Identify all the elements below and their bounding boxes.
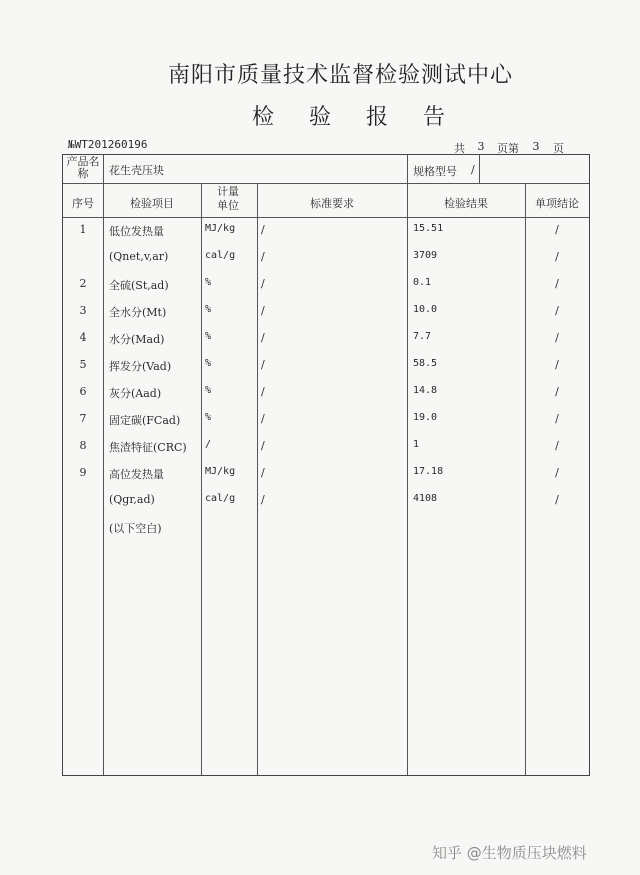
cell-conclusion: / — [555, 412, 559, 425]
cell-unit: % — [205, 385, 212, 396]
col-header-no: 序号 — [72, 197, 94, 210]
product-name-label: 产品名称 — [66, 155, 100, 180]
cell-item: 灰分(Aad) — [109, 387, 162, 400]
cell-no: 7 — [79, 412, 87, 425]
cell-item: (Qgr,ad) — [109, 493, 155, 506]
cell-result: 7.7 — [413, 331, 432, 342]
cell-conclusion: / — [555, 466, 559, 479]
cell-conclusion: / — [555, 358, 559, 371]
cell-item: 全水分(Mt) — [109, 306, 167, 319]
cell-conclusion: / — [555, 439, 559, 452]
col-header-conclusion: 单项结论 — [535, 197, 579, 210]
cell-unit: MJ/kg — [205, 223, 236, 234]
col-header-unit: 计量单位 — [217, 185, 239, 212]
cell-item: 焦渣特征(CRC) — [109, 441, 187, 454]
pages-mid: 页第 — [497, 142, 519, 155]
cell-item: 全硫(St,ad) — [109, 279, 169, 292]
cell-result: 0.1 — [413, 277, 432, 288]
row-divider — [63, 217, 589, 218]
cell-conclusion: / — [555, 331, 559, 344]
organization-name: 南阳市质量技术监督检验测试中心 — [168, 63, 514, 88]
cell-standard: / — [261, 385, 265, 398]
pages-current: 3 — [532, 140, 540, 153]
col-divider — [201, 183, 202, 775]
cell-standard: / — [261, 250, 265, 263]
cell-standard: / — [261, 493, 265, 506]
spec-value: / — [471, 163, 475, 176]
cell-standard: / — [261, 439, 265, 452]
cell-result: 58.5 — [413, 358, 438, 369]
col-divider — [103, 183, 104, 775]
spec-label: 规格型号 — [413, 165, 457, 178]
cell-result: 14.8 — [413, 385, 438, 396]
cell-unit: MJ/kg — [205, 466, 236, 477]
col-header-result: 检验结果 — [444, 197, 488, 210]
cell-result: 3709 — [413, 250, 438, 261]
document-number: №WT201260196 — [68, 138, 148, 151]
cell-conclusion: / — [555, 493, 559, 506]
pages-suffix: 页 — [553, 142, 564, 155]
cell-conclusion: / — [555, 250, 559, 263]
cell-item: 固定碳(FCad) — [109, 414, 181, 427]
cell-standard: / — [261, 466, 265, 479]
cell-conclusion: / — [555, 223, 559, 236]
cell-conclusion: / — [555, 304, 559, 317]
cell-no: 4 — [79, 331, 87, 344]
cell-result: 10.0 — [413, 304, 438, 315]
cell-no: 9 — [79, 466, 87, 479]
cell-unit: cal/g — [205, 493, 236, 504]
cell-item: (以下空白) — [109, 522, 162, 535]
col-divider — [479, 155, 480, 183]
cell-no: 8 — [79, 439, 87, 452]
cell-standard: / — [261, 304, 265, 317]
col-divider — [103, 155, 104, 183]
cell-conclusion: / — [555, 385, 559, 398]
cell-unit: % — [205, 412, 212, 423]
cell-standard: / — [261, 331, 265, 344]
cell-unit: cal/g — [205, 250, 236, 261]
cell-result: 19.0 — [413, 412, 438, 423]
cell-item: 高位发热量 — [109, 468, 164, 481]
cell-unit: % — [205, 331, 212, 342]
cell-item: 低位发热量 — [109, 225, 164, 238]
cell-conclusion: / — [555, 277, 559, 290]
cell-standard: / — [261, 412, 265, 425]
cell-standard: / — [261, 223, 265, 236]
col-divider — [407, 155, 408, 183]
cell-unit: % — [205, 277, 212, 288]
col-header-standard: 标准要求 — [310, 197, 354, 210]
cell-result: 17.18 — [413, 466, 444, 477]
col-divider — [407, 183, 408, 775]
pages-total: 3 — [477, 140, 485, 153]
cell-result: 1 — [413, 439, 420, 450]
cell-item: 水分(Mad) — [109, 333, 165, 346]
cell-no: 5 — [79, 358, 87, 371]
cell-result: 4108 — [413, 493, 438, 504]
report-table — [62, 154, 590, 776]
col-divider — [525, 183, 526, 775]
cell-no: 6 — [79, 385, 87, 398]
col-divider — [257, 183, 258, 775]
cell-item: 挥发分(Vad) — [109, 360, 172, 373]
cell-unit: % — [205, 358, 212, 369]
product-name-value: 花生壳压块 — [109, 164, 164, 177]
cell-standard: / — [261, 358, 265, 371]
cell-unit: / — [205, 439, 212, 450]
row-divider — [63, 183, 589, 184]
cell-unit: % — [205, 304, 212, 315]
cell-result: 15.51 — [413, 223, 444, 234]
pages-total-prefix: 共 — [454, 142, 465, 155]
cell-no: 1 — [79, 223, 87, 236]
report-title: 检 验 报 告 — [252, 105, 459, 130]
cell-item: (Qnet,v,ar) — [109, 250, 169, 263]
cell-standard: / — [261, 277, 265, 290]
col-header-item: 检验项目 — [130, 197, 174, 210]
watermark: 知乎 @生物质压块燃料 — [432, 844, 587, 862]
cell-no: 2 — [79, 277, 87, 290]
cell-no: 3 — [79, 304, 87, 317]
